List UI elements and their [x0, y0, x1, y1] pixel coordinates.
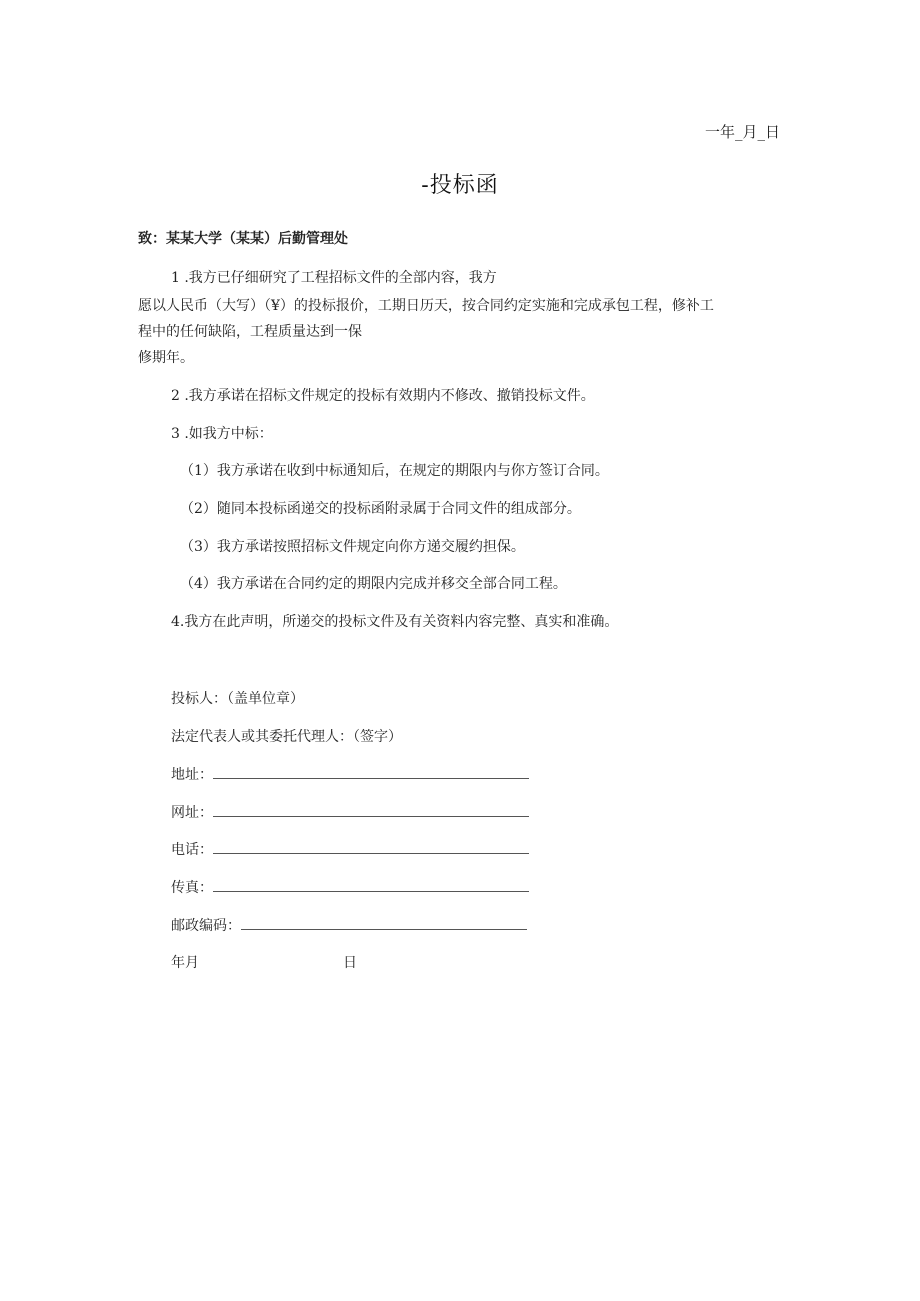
address-row — [171, 764, 529, 784]
item-1-line-2: 愿以人民币（大写）（¥）的投标报价，工期日历天，按合同约定实施和完成承包工程，修补工 — [138, 298, 714, 314]
item-2: 2 .我方承诺在招标文件规定的投标有效期内不修改、撤销投标文件。 — [171, 388, 595, 404]
phone-field[interactable] — [213, 839, 529, 854]
fax-label: 传真： — [171, 880, 213, 896]
sign-date-day: 日 — [343, 955, 357, 971]
subitem-1: （1）我方承诺在收到中标通知后，在规定的期限内与你方签订合同。 — [180, 463, 609, 479]
recipient-line: 致：某某大学（某某）后勤管理处 — [138, 231, 348, 247]
item-1-line-4: 修期年。 — [138, 350, 194, 366]
address-field[interactable] — [213, 764, 529, 779]
bidder-seal-line: 投标人：（盖单位章） — [171, 691, 304, 707]
subitem-3: （3）我方承诺按照招标文件规定向你方递交履约担保。 — [180, 539, 525, 555]
subitem-4: （4）我方承诺在合同约定的期限内完成并移交全部合同工程。 — [180, 576, 567, 592]
address-label: 地址： — [171, 767, 213, 783]
website-field[interactable] — [213, 802, 529, 817]
website-row — [171, 802, 529, 822]
subitem-2: （2）随同本投标函递交的投标函附录属于合同文件的组成部分。 — [180, 501, 581, 517]
postcode-row — [171, 915, 527, 935]
phone-row — [171, 839, 529, 859]
document-title: -投标函 — [421, 173, 499, 198]
phone-label: 电话： — [171, 842, 213, 858]
website-label: 网址： — [171, 805, 213, 821]
postcode-field[interactable] — [241, 915, 527, 930]
item-1-line-3: 程中的任何缺陷，工程质量达到一保 — [138, 324, 362, 340]
fax-field[interactable] — [213, 877, 529, 892]
representative-sign-line: 法定代表人或其委托代理人：（签字） — [171, 729, 402, 745]
sign-date-year-month: 年月 — [171, 955, 199, 971]
item-4: 4.我方在此声明，所递交的投标文件及有关资料内容完整、真实和准确。 — [171, 614, 619, 630]
fax-row — [171, 877, 529, 897]
header-date: 一年_月_日 — [704, 123, 780, 141]
item-1-line-1: 1 .我方已仔细研究了工程招标文件的全部内容，我方 — [171, 270, 497, 286]
item-3: 3 .如我方中标： — [171, 426, 273, 442]
postcode-label: 邮政编码： — [171, 918, 241, 934]
